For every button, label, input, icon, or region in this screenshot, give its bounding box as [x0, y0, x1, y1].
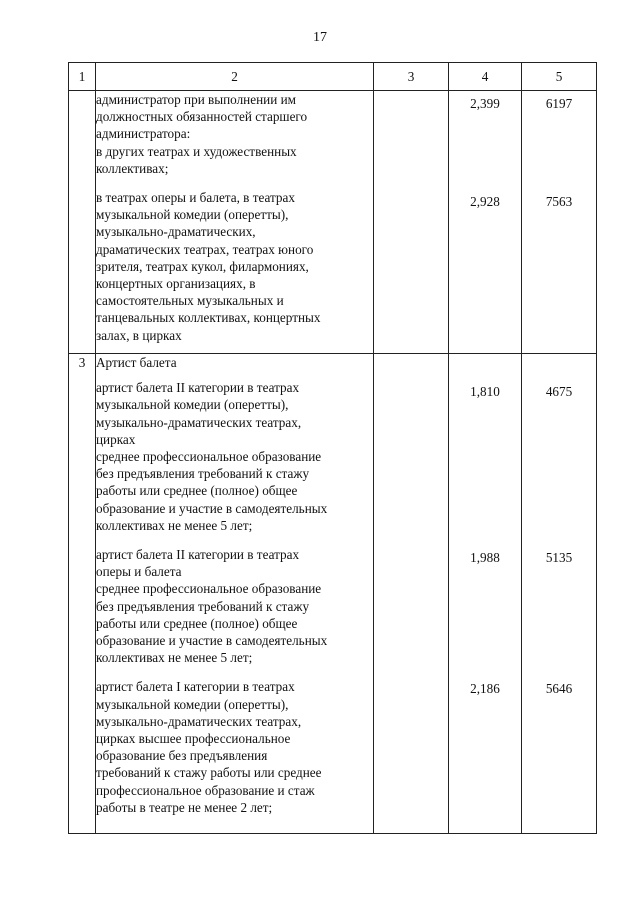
position-entry: в театрах оперы и балета, в театрах музыкальной комедии (оперетты), музыкально-драматических, драматических театрах, театрах юного зрителя, театрах кукол, филармониях, концертных организациях, в самостоятельных музыкальных и танцевальных коллективах, концертных залах, в цирках — [96, 190, 321, 343]
coefficient-value: 1,988 — [470, 550, 500, 566]
salary-value: 5646 — [545, 681, 573, 697]
salary-value: 6197 — [545, 96, 573, 111]
position-entry: администратор при выполнении им должностных обязанностей старшего администратора: в других театрах и художественных коллективах; — [96, 92, 308, 176]
position-description-cell — [96, 354, 374, 834]
position-entry: артист балета II категории в театрах музыкальной комедии (оперетты), музыкально-драматических театрах, цирках среднее профессиональное образование без предъявления требований к стажу работы или среднее (полное) общее образование и участие в самодеятельных коллективах не менее 5 лет; — [96, 380, 328, 533]
empty-cell — [374, 91, 449, 354]
coefficient-value: 1,810 — [470, 384, 500, 399]
salary-value: 7563 — [545, 194, 573, 210]
empty-cell — [374, 354, 449, 834]
table-row — [69, 91, 597, 354]
row-number — [69, 91, 96, 354]
header-row — [69, 63, 597, 91]
salary-table — [68, 62, 597, 834]
position-title: Артист балета — [96, 355, 177, 370]
table-row — [69, 354, 597, 834]
row-number: 3 — [69, 354, 96, 834]
coefficient-value: 2,399 — [470, 96, 500, 111]
page-number: 17 — [313, 30, 327, 45]
column-header-2: 2 — [96, 63, 374, 91]
salary-value: 4675 — [545, 384, 573, 399]
column-header-3: 3 — [374, 63, 449, 91]
salary-cell — [522, 91, 597, 354]
salary-value: 5135 — [545, 550, 573, 566]
coefficient-value: 2,186 — [470, 681, 500, 697]
position-entry: артист балета I категории в театрах музыкальной комедии (оперетты), музыкально-драматических театрах, цирках высшее профессиональное образование без предъявления требований к стажу работы или среднее профессиональное образование и стаж работы в театре не менее 2 лет; — [96, 679, 322, 815]
column-header-5: 5 — [522, 63, 597, 91]
position-entry: артист балета II категории в театрах оперы и балета среднее профессиональное образование без предъявления требований к стажу работы или среднее (полное) общее образование и участие в самодеятельных коллективах не менее 5 лет; — [96, 547, 328, 666]
column-header-1: 1 — [69, 63, 96, 91]
column-header-4: 4 — [449, 63, 522, 91]
coefficient-cell — [449, 354, 522, 834]
salary-cell — [522, 354, 597, 834]
position-description-cell — [96, 91, 374, 354]
coefficient-cell — [449, 91, 522, 354]
coefficient-value: 2,928 — [470, 194, 500, 210]
